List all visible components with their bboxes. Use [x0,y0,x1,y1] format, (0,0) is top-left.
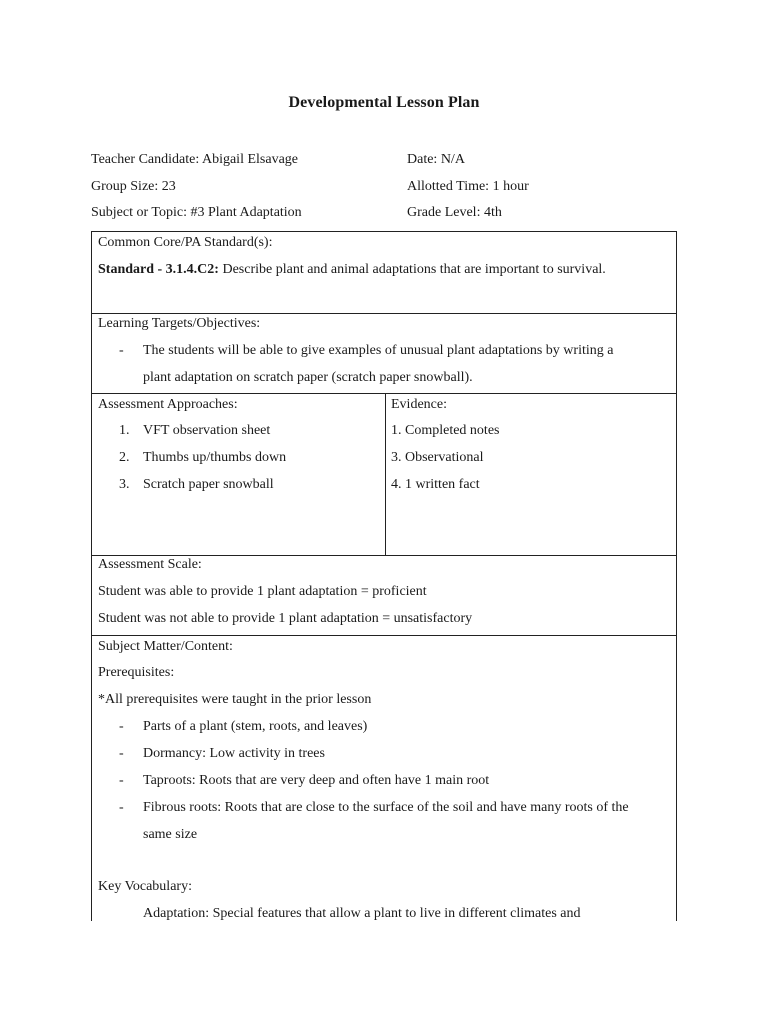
standard-description: Describe plant and animal adaptations that are important to survival. [218,262,606,277]
key-vocabulary-label: Key Vocabulary: [98,879,192,894]
assessment-item-number: 1. [119,423,130,438]
evidence-item: 4. 1 written fact [391,477,480,492]
list-bullet: - [119,800,124,815]
teacher-candidate: Teacher Candidate: Abigail Elsavage [91,152,298,167]
vocabulary-item: Adaptation: Special features that allow a plant to live in different climates and [143,906,581,921]
objective-line-2: plant adaptation on scratch paper (scratch paper snowball). [143,370,473,385]
assessment-item: Thumbs up/thumbs down [143,450,287,465]
assessment-item: Scratch paper snowball [143,477,274,492]
prerequisite-item: Fibrous roots: Roots that are close to the surface of the soil and have many roots of the [143,800,629,815]
prerequisite-item-continued: same size [143,827,198,842]
divider-standards [92,313,676,314]
assessment-label: Assessment Approaches: [98,397,238,412]
standard-statement [98,261,606,279]
scale-label: Assessment Scale: [98,557,202,572]
list-bullet: - [119,719,124,734]
prerequisite-item: Taproots: Roots that are very deep and often have 1 main root [143,773,490,788]
evidence-item: 3. Observational [391,450,484,465]
list-bullet: - [119,746,124,761]
assessment-item-number: 3. [119,477,130,492]
objectives-bullet: - [119,343,124,358]
scale-proficient: Student was able to provide 1 plant adaptation = proficient [98,584,427,599]
allotted-time: Allotted Time: 1 hour [407,179,529,194]
grade-level: Grade Level: 4th [407,205,502,220]
scale-unsatisfactory: Student was not able to provide 1 plant adaptation = unsatisfactory [98,611,473,626]
evidence-item: 1. Completed notes [391,423,500,438]
subject-topic: Subject or Topic: #3 Plant Adaptation [91,205,302,220]
evidence-label: Evidence: [391,397,447,412]
header-row-2 [91,179,681,199]
standards-label: Common Core/PA Standard(s): [98,235,273,250]
content-label: Subject Matter/Content: [98,639,233,654]
prerequisites-note: *All prerequisites were taught in the prior lesson [98,692,372,707]
lesson-plan-table [91,231,677,921]
group-size: Group Size: 23 [91,179,176,194]
divider-objectives [92,393,676,394]
prerequisites-label: Prerequisites: [98,665,175,680]
header-row-3 [91,205,681,225]
date: Date: N/A [407,152,465,167]
prerequisite-item: Parts of a plant (stem, roots, and leaves) [143,719,368,734]
assessment-item-number: 2. [119,450,130,465]
document-title: Developmental Lesson Plan [288,94,480,111]
divider-assessment-evidence [385,393,386,555]
header-row-1 [91,152,681,172]
objective-line-1: The students will be able to give examples of unusual plant adaptations by writing a [143,343,614,358]
prerequisite-item: Dormancy: Low activity in trees [143,746,325,761]
standard-code: Standard - 3.1.4.C2: [98,262,219,277]
objectives-label: Learning Targets/Objectives: [98,316,261,331]
assessment-item: VFT observation sheet [143,423,271,438]
list-bullet: - [119,773,124,788]
divider-scale [92,635,676,636]
